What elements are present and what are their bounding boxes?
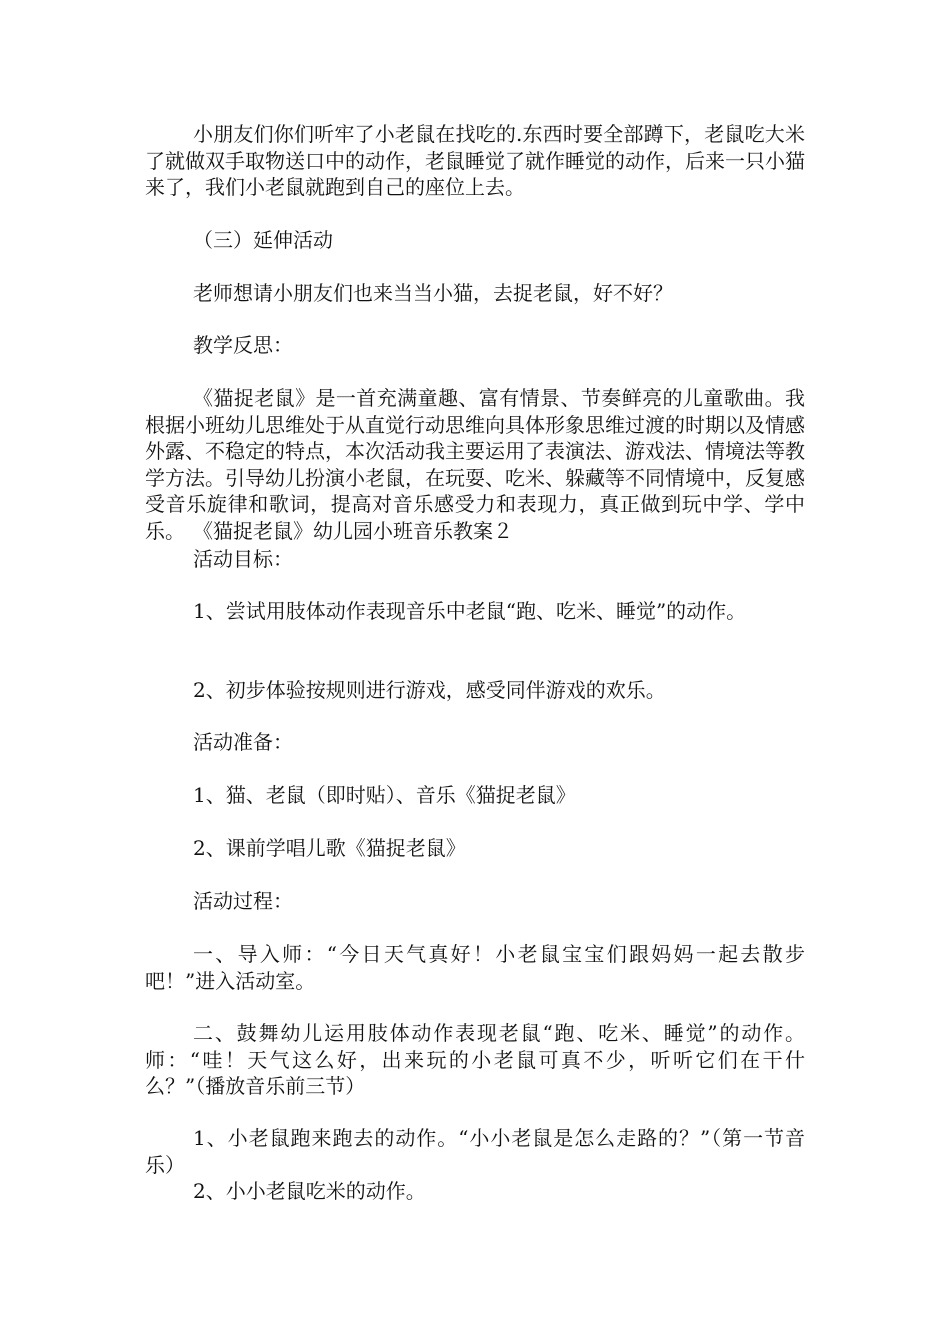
goal-item-1: 1、尝试用肢体动作表现音乐中老鼠“跑、吃米、睡觉”的动作。 xyxy=(193,599,747,623)
paragraph-extension: 老师想请小朋友们也来当当小猫，去捉老鼠，好不好？ xyxy=(193,281,673,305)
heading-reflection: 教学反思： xyxy=(193,333,293,357)
process-substep-2: 2、小小老鼠吃米的动作。 xyxy=(193,1179,426,1203)
process-step-1: 一、导入师：“今日天气真好！小老鼠宝宝们跟妈妈一起去散步吧！”进入活动室。 xyxy=(145,942,805,993)
heading-goals: 活动目标： xyxy=(193,547,293,571)
preparation-item-1: 1、猫、老鼠（即时贴）、音乐《猫捉老鼠》 xyxy=(193,783,576,807)
section-heading-extension: （三）延伸活动 xyxy=(193,228,333,252)
paragraph-rules: 小朋友们你们听牢了小老鼠在找吃的.东西时要全部蹲下，老鼠吃大米了就做双手取物送口中的动作，老鼠睡觉了就作睡觉的动作，后来一只小猫来了，我们小老鼠就跑到自己的座位上去。 xyxy=(145,122,805,199)
paragraph-reflection: 《猫捉老鼠》是一首充满童趣、富有情景、节奏鲜亮的儿童歌曲。我根据小班幼儿思维处于从直觉行动思维向具体形象思维过渡的时期以及情感外露、不稳定的特点，本次活动我主要运用了表演法、游戏法、情境法等教学方法。引导幼儿扮演小老鼠，在玩耍、吃米、躲藏等不同情境中，反复感受音乐旋律和歌词，提高对音乐感受力和表现力，真正做到玩中学、学中乐。 xyxy=(145,386,805,543)
process-step-2: 二、鼓舞幼儿运用肢体动作表现老鼠“跑、吃米、睡觉”的动作。师：“哇！天气这么好，出来玩的小老鼠可真不少，听听它们在干什么？”（播放音乐前三节） xyxy=(145,1021,805,1098)
document-title-2: 《猫捉老鼠》幼儿园小班音乐教案２ xyxy=(193,519,513,543)
preparation-item-2: 2、课前学唱儿歌《猫捉老鼠》 xyxy=(193,836,466,860)
process-substep-1: 1、小老鼠跑来跑去的动作。“小小老鼠是怎么走路的？”（第一节音乐） xyxy=(145,1126,805,1177)
heading-preparation: 活动准备： xyxy=(193,730,293,754)
heading-process: 活动过程： xyxy=(193,889,293,913)
goal-item-2: 2、初步体验按规则进行游戏，感受同伴游戏的欢乐。 xyxy=(193,678,666,702)
